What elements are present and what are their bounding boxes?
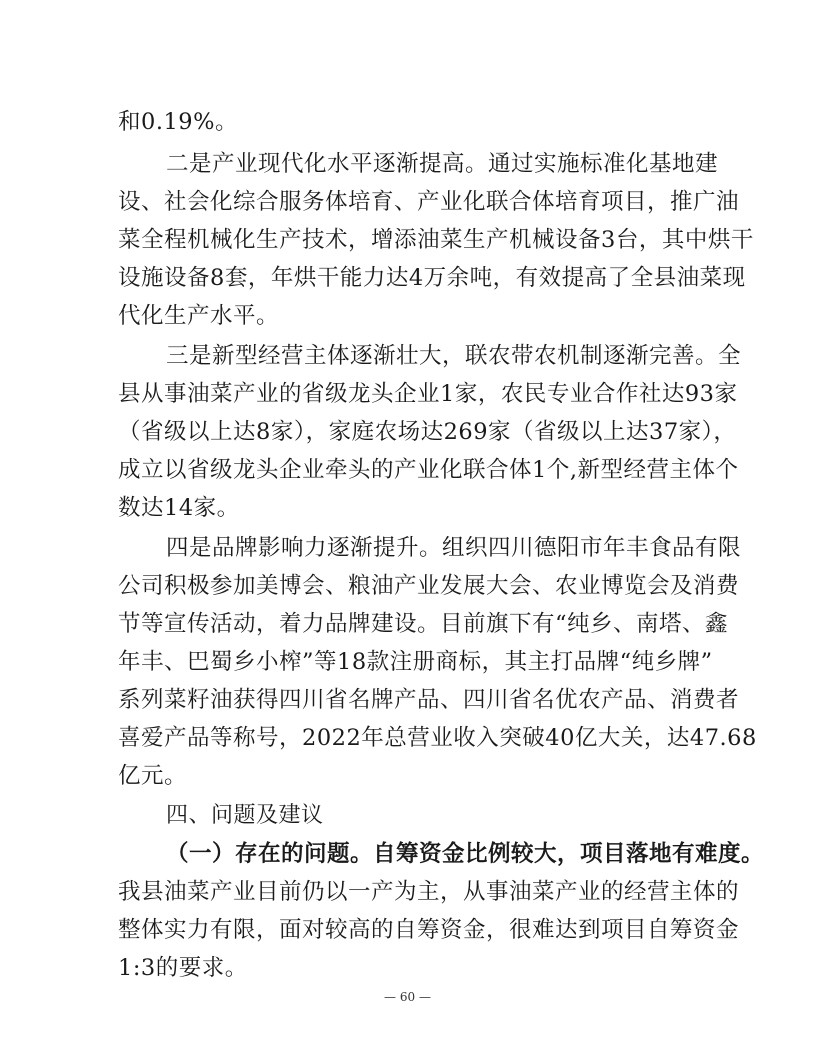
text-line: 公司积极参加美博会、粮油产业发展大会、农业博览会及消费: [118, 573, 740, 599]
text-line: 成立以省级龙头企业牵头的产业化联合体1个,新型经营主体个: [118, 457, 739, 483]
paragraph-brand-influence: 四是品牌影响力逐渐提升。组织四川德阳市年丰食品有限: [166, 535, 742, 561]
paragraph-new-business-entities: 三是新型经营主体逐渐壮大，联农带农机制逐渐完善。全: [166, 343, 742, 369]
page-number: — 60 —: [384, 990, 431, 1004]
text-line: 数达14家。: [118, 495, 240, 521]
text-line: 系列菜籽油获得四川省名牌产品、四川省名优农产品、消费者: [118, 687, 740, 713]
text-line: 菜全程机械化生产技术，增添油菜生产机械设备3台，其中烘干: [118, 227, 754, 253]
text-line: 年丰、巴蜀乡小榨”等18款注册商标，其主打品牌“纯乡牌”: [118, 649, 713, 675]
text-line: （省级以上达8家），家庭农场达269家（省级以上达37家），: [118, 419, 737, 445]
text-line: 县从事油菜产业的省级龙头企业1家，农民专业合作社达93家: [118, 381, 738, 407]
text-line: 亿元。: [118, 763, 188, 789]
paragraph-industry-modernization: 二是产业现代化水平逐渐提高。通过实施标准化基地建: [166, 151, 719, 177]
subsection-heading: （一）存在的问题。自筹资金比例较大，项目落地有难度。: [166, 841, 765, 867]
text-line: 节等宣传活动，着力品牌建设。目前旗下有“纯乡、南塔、鑫: [118, 611, 729, 637]
text-line: 和0.19%。: [118, 109, 238, 135]
text-line: 喜爱产品等称号，2022年总营业收入突破40亿大关，达47.68: [118, 725, 757, 751]
section-heading: 四、问题及建议: [166, 803, 324, 828]
text-line: 整体实力有限，面对较高的自筹资金，很难达到项目自筹资金: [118, 917, 740, 943]
text-line: 设、社会化综合服务体培育、产业化联合体培育项目，推广油: [118, 189, 740, 215]
text-line: 我县油菜产业目前仍以一产为主，从事油菜产业的经营主体的: [118, 879, 740, 905]
text-line: 设施设备8套，年烘干能力达4万余吨，有效提高了全县油菜现: [118, 265, 746, 291]
text-line: 1:3的要求。: [118, 955, 248, 981]
text-line: 代化生产水平。: [118, 303, 280, 329]
